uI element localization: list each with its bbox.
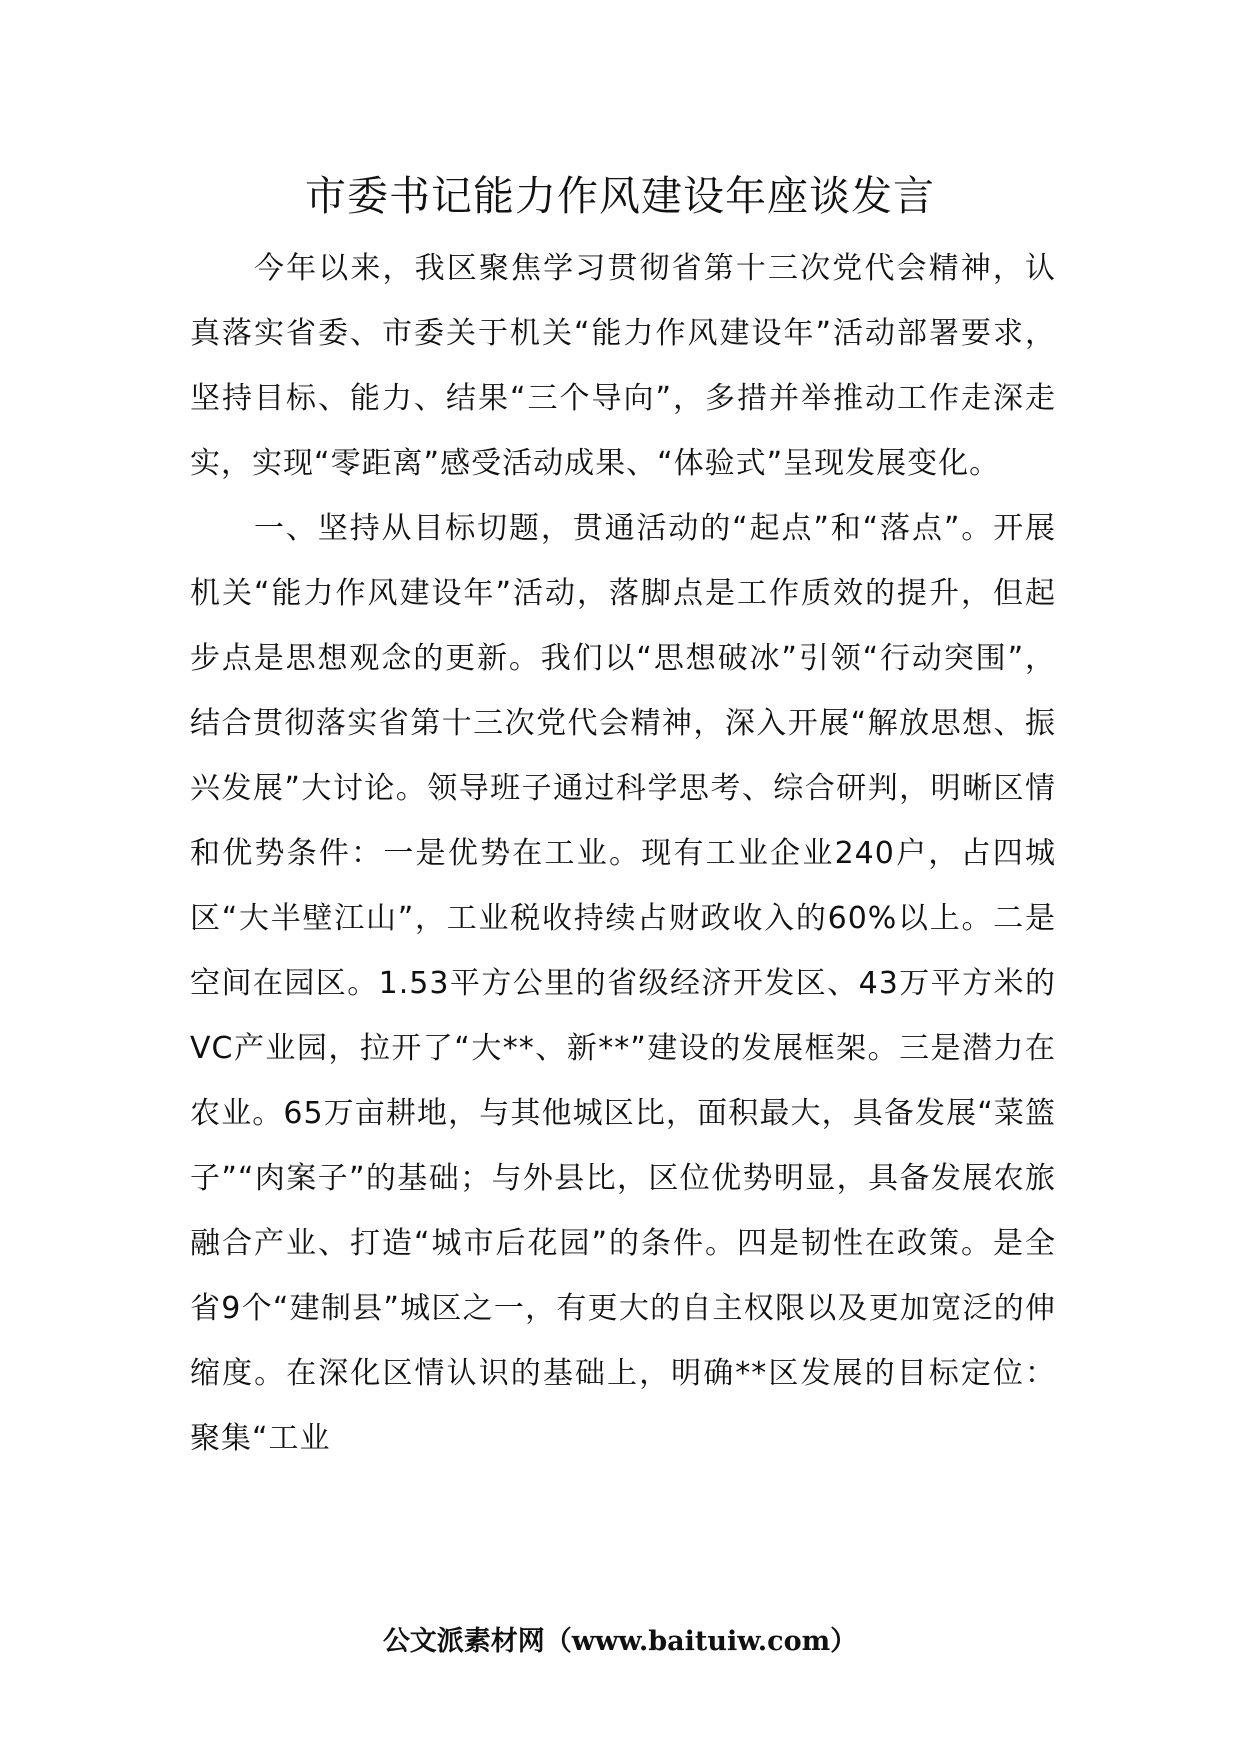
document-body — [190, 236, 1056, 1471]
paragraph-section-one: 一、坚持从目标切题，贯通活动的“起点”和“落点”。开展机关“能力作风建设年”活动，落脚点是工作质效的提升，但起步点是思想观念的更新。我们以“思想破冰”引领“行动突围”，结合贯彻落实省第十三次党代会精神，深入开展“解放思想、振兴发展”大讨论。领导班子通过科学思考、综合研判，明晰区情和优势条件：一是优势在工业。现有工业企业240户，占四城区“大半壁江山”，工业税收持续占财政收入的60%以上。二是空间在园区。1.53平方公里的省级经济开发区、43万平方米的VC产业园，拉开了“大**、新**”建设的发展框架。三是潜力在农业。65万亩耕地，与其他城区比，面积最大，具备发展“菜篮子”“肉案子”的基础；与外县比，区位优势明显，具备发展农旅融合产业、打造“城市后花园”的条件。四是韧性在政策。是全省9个“建制县”城区之一，有更大的自主权限以及更加宽泛的伸缩度。在深化区情认识的基础上，明确**区发展的目标定位：聚集“工业 — [190, 511, 1056, 1456]
paragraph-intro: 今年以来，我区聚焦学习贯彻省第十三次党代会精神，认真落实省委、市委关于机关“能力作风建设年”活动部署要求，坚持目标、能力、结果“三个导向”，多措并举推动工作走深走实，实现“零距离”感受活动成果、“体验式”呈现发展变化。 — [190, 251, 1056, 481]
footer-watermark: 公文派素材网（www.baituiw.com） — [382, 1626, 858, 1657]
document-title: 市委书记能力作风建设年座谈发言 — [305, 172, 935, 220]
